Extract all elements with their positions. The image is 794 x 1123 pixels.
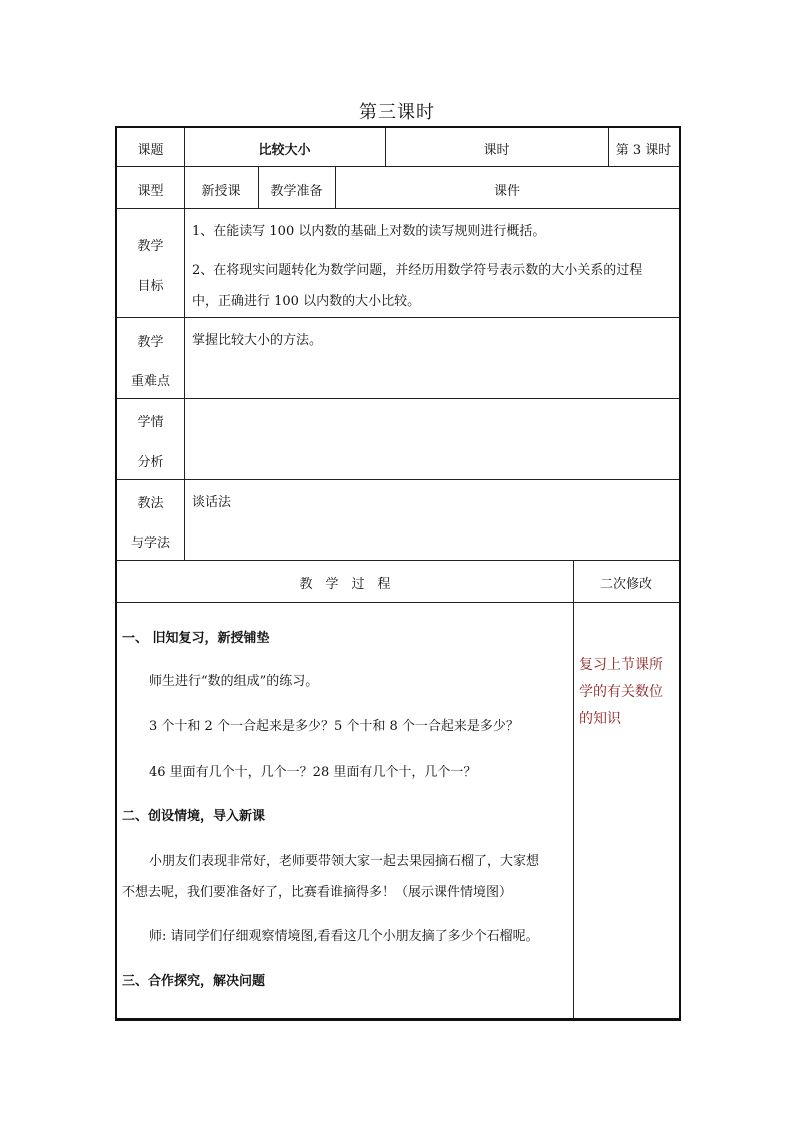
lesson-plan-table [115, 126, 681, 1021]
type-label: 课型 [137, 184, 164, 199]
type-value: 新授课 [201, 184, 241, 199]
section-2-heading: 二、创设情境，导入新课 [122, 809, 266, 824]
revision-note-line-2: 学的有关数位 [579, 684, 663, 700]
topic-label: 课题 [137, 143, 164, 158]
s2-paragraph-1b: 不想去呢，我们要准备好了，比赛看谁摘得多！（展示课件情境图） [122, 885, 513, 900]
goals-label-2: 目标 [137, 279, 164, 294]
goal-line-2: 2、在将现实问题转化为数学问题，并经历用数学符号表示数的大小关系的过程 [192, 263, 643, 278]
analysis-label-2: 分析 [137, 455, 164, 470]
row-divider [117, 208, 679, 209]
process-header: 教 学 过 程 [299, 577, 391, 592]
methods-label-1: 教法 [137, 496, 164, 511]
section-1-heading: 一、 旧知复习，新授铺垫 [122, 631, 270, 646]
row-divider [117, 398, 679, 399]
row-divider [117, 317, 679, 318]
methods-label-2: 与学法 [130, 536, 170, 551]
page-title: 第三课时 [359, 102, 435, 123]
goal-line-1: 1、在能读写 100 以内数的基础上对数的读写规则进行概括。 [192, 224, 546, 239]
period-value: 第 3 课时 [615, 143, 672, 158]
keypoints-label-1: 教学 [137, 335, 164, 350]
revision-note-line-1: 复习上节课所 [579, 657, 663, 673]
row-divider [117, 479, 679, 480]
analysis-label-1: 学情 [137, 415, 164, 430]
goals-label-1: 教学 [137, 239, 164, 254]
revision-note-line-3: 的知识 [579, 711, 621, 727]
keypoints-label-2: 重难点 [130, 374, 170, 389]
s1-paragraph-3: 46 里面有几个十，几个一？28 里面有几个十，几个一？ [149, 765, 477, 780]
methods-text: 谈话法 [192, 495, 232, 510]
s2-paragraph-2: 师: 请同学们仔细观察情境图,看看这几个小朋友摘了多少个石榴呢。 [149, 929, 539, 944]
s1-paragraph-2: 3 个十和 2 个一合起来是多少？5 个十和 8 个一合起来是多少？ [149, 719, 519, 734]
s1-paragraph-1: 师生进行“数的组成”的练习。 [149, 674, 319, 689]
col-divider [573, 560, 574, 1018]
s2-paragraph-1a: 小朋友们表现非常好，老师要带领大家一起去果园摘石榴了，大家想 [149, 854, 540, 869]
revision-header: 二次修改 [599, 577, 652, 592]
period-label: 课时 [483, 143, 510, 158]
prep-value: 课件 [493, 184, 520, 199]
row-divider [117, 602, 679, 603]
row-divider [117, 166, 679, 167]
section-3-heading: 三、合作探究，解决问题 [122, 974, 266, 989]
row-divider [117, 560, 679, 561]
goal-line-3: 中，正确进行 100 以内数的大小比较。 [192, 294, 421, 309]
topic-value: 比较大小 [258, 143, 311, 158]
keypoints-text: 掌握比较大小的方法。 [192, 333, 323, 348]
prep-label: 教学准备 [270, 184, 323, 199]
